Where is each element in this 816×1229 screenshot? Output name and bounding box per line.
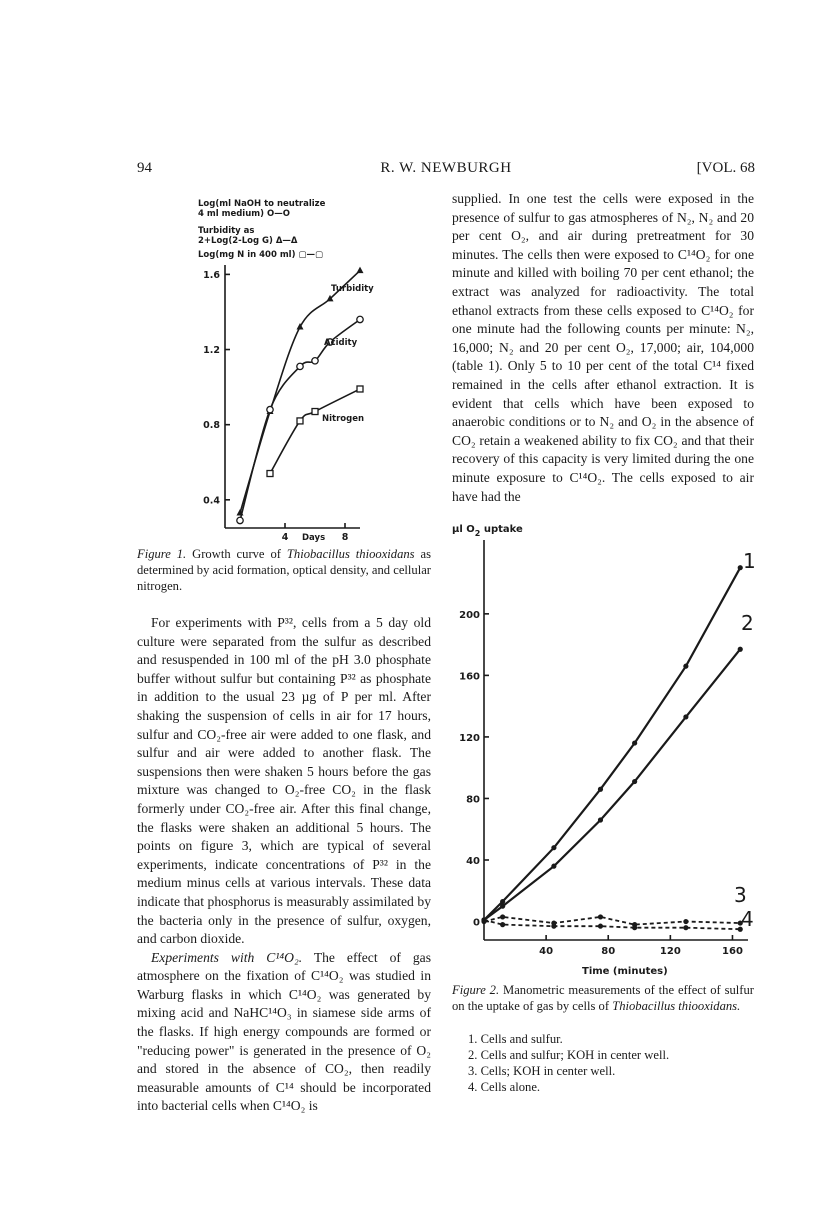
- page-number: 94: [137, 160, 152, 176]
- fig2-point-4: [551, 924, 556, 929]
- fig1-y-tick-label: 1.6: [203, 269, 220, 281]
- fig1-label-nitrogen: Nitrogen: [322, 414, 365, 424]
- figure-2-caption: [452, 983, 754, 1015]
- fig2-x-tick-label: 80: [601, 946, 616, 957]
- fig2-caption-text: Manometric measurements of the effect of sulfur on the uptake of gas by cells of: [452, 983, 754, 1013]
- fig1-legend-line-3: Turbidity as: [198, 226, 255, 236]
- figure-2-chart: [452, 510, 754, 982]
- fig2-point-1: [683, 664, 688, 669]
- fig1-point-acidity: [267, 406, 273, 412]
- fig2-legend-item-1: 1. Cells and sulfur.: [468, 1032, 563, 1046]
- fig1-caption-species: Thiobacillus thiooxidans: [286, 547, 415, 561]
- fig1-x-tick-label: 4: [281, 532, 289, 543]
- fig1-point-acidity: [237, 517, 243, 523]
- fig2-y-tick-label: 120: [459, 732, 480, 744]
- fig1-curve-turbidity: [240, 271, 360, 513]
- fig2-point-2: [632, 779, 637, 784]
- fig1-y-tick-label: 0.4: [203, 495, 220, 507]
- fig1-label-turbidity: Turbidity: [331, 284, 374, 294]
- fig2-point-1: [598, 787, 603, 792]
- fig2-curve-3: [484, 917, 740, 925]
- fig1-point-turbidity: [357, 267, 364, 274]
- fig1-legend-line-5: Log(mg N in 400 ml) ▢—▢: [198, 250, 324, 260]
- fig2-point-1: [551, 845, 556, 850]
- fig2-curve-number-4: 4: [741, 907, 754, 931]
- fig2-x-tick-label: 120: [659, 946, 681, 957]
- fig2-y-tick-label: 40: [466, 856, 480, 867]
- fig2-point-4: [632, 925, 637, 930]
- fig1-point-nitrogen: [357, 386, 363, 392]
- figure-1-caption: [137, 547, 431, 594]
- fig2-y-tick-label: 200: [459, 609, 480, 621]
- fig1-caption-prefix: Figure 1.: [137, 547, 187, 561]
- fig2-point-4: [500, 922, 505, 927]
- paragraph-p32: For experiments with P³², cells from a 5 day old culture were separated from the sulfur as described and resuspended in 100 ml of the pH 3.0 phosphate buffer without sulfur but containing P³² as phosphate in addition to the usual 23 µg of P per ml. After shaking the suspension of cells in air for 17 hours, sulfur and CO₂-free air were added to one flask, and sulfur and air were added to another flask. The suspensions then were shaken 5 hours before the gas mixture was changed to O₂-free CO₂ in the flask formerly under CO₂-free air. After this final change, the flasks were shaken an additional 5 hours. The points on figure 3, which are typical of several experiments, indicate concentrations of P³² in the medium minus cells at various intervals. These data indicate that phosphorus is measurably assimilated by the bacteria only in the presence of sulfur, oxygen, and carbon dioxide.: [137, 615, 431, 947]
- section-heading-c14o2: Experiments with C¹⁴O₂.: [151, 949, 303, 965]
- fig2-legend-item-3: 3. Cells; KOH in center well.: [468, 1064, 616, 1078]
- fig2-point-1: [632, 740, 637, 745]
- fig1-x-tick-label: 8: [341, 532, 349, 543]
- fig1-y-tick-label: 0.8: [203, 420, 220, 432]
- figure-1-chart: [190, 195, 420, 545]
- fig1-label-acidity: Acidity: [324, 338, 358, 348]
- fig1-x-axis-label: Days: [302, 533, 326, 543]
- paragraph-continued: supplied. In one test the cells were exposed in the presence of sulfur to gas atmospheres of N₂, N₂ and 20 per cent O₂, and air during pretreatment for 30 minutes. The cells then were exposed to C¹⁴O₂ for one minute and killed with boiling 70 per cent ethanol; the extract was analyzed for radioactivity. The total ethanol extracts from these cells exposed to C¹⁴O₂ for one minute had the following counts per minute: N₂, 16,000; N₂ and 20 per cent O₂, 17,000; air, 104,000 (table 1). Only 5 to 10 per cent of the total C¹⁴ fixed remained in the cells after ethanol extraction. It is evident that cells which have been exposed to anaerobic conditions or to N₂ and O₂ in the absence of CO₂ retain a weakened ability to fix CO₂ and that their recovery of this capacity is very limited during the one minute exposure to C¹⁴O₂. The cells exposed to air have had the: [452, 191, 754, 504]
- fig1-point-acidity: [297, 363, 303, 369]
- fig1-caption-rest: as determined by acid formation, optical density, and cellular nitrogen.: [137, 547, 432, 593]
- paragraph-c14o2: The effect of gas atmosphere on the fixation of C¹⁴O₂ was studied in Warburg flasks in which C¹⁴O₂ was generated by mixing acid and NaHC¹⁴O₃ in siamese side arms of the flasks. If high energy compounds are formed or "reducing power" is generated in the presence of O₂ and stored in the absence of CO₂, then readily measurable amounts of C¹⁴ should be incorporated into bacterial cells when C¹⁴O₂ is: [137, 949, 431, 1114]
- fig2-curve-number-1: 1: [743, 549, 756, 573]
- fig2-point-2: [598, 817, 603, 822]
- right-column-text: [452, 190, 754, 506]
- fig2-point-2: [551, 864, 556, 869]
- fig2-point-4: [481, 917, 486, 922]
- fig2-caption-species: Thiobacillus thiooxidans.: [612, 998, 741, 1013]
- volume-label: [VOL. 68: [696, 160, 755, 176]
- fig2-legend-item-2: 2. Cells and sulfur; KOH in center well.: [468, 1048, 670, 1062]
- fig2-y-tick-label: 80: [466, 794, 480, 806]
- fig1-legend-line-2: 4 ml medium) O—O: [198, 209, 290, 219]
- fig2-point-3: [500, 914, 505, 919]
- fig1-legend-line-1: Log(ml NaOH to neutralize: [198, 199, 326, 209]
- fig2-point-3: [683, 919, 688, 924]
- fig1-caption-text: Growth curve of: [186, 547, 287, 561]
- fig2-legend-item-4: 4. Cells alone.: [468, 1080, 541, 1094]
- running-author: R. W. NEWBURGH: [380, 160, 512, 176]
- fig1-legend-line-4: 2+Log(2-Log G) Δ—Δ: [198, 236, 298, 246]
- fig2-caption-prefix: Figure 2.: [452, 983, 500, 997]
- fig2-point-2: [683, 714, 688, 719]
- fig1-y-tick-label: 1.2: [203, 345, 220, 357]
- fig2-point-2: [738, 647, 743, 652]
- fig1-point-acidity: [357, 316, 363, 322]
- fig1-point-nitrogen: [297, 418, 303, 424]
- fig1-point-nitrogen: [267, 471, 273, 477]
- left-column-text: [137, 614, 431, 1116]
- fig1-point-acidity: [312, 358, 318, 364]
- fig2-curve-number-2: 2: [741, 611, 754, 635]
- fig2-point-4: [598, 924, 603, 929]
- fig2-y-tick-label: 160: [459, 671, 480, 683]
- running-header: [137, 160, 755, 180]
- fig1-curve-nitrogen: [270, 389, 360, 474]
- figure-2-legend: [468, 1031, 754, 1095]
- fig2-x-tick-label: 40: [539, 946, 554, 957]
- fig2-point-2: [500, 904, 505, 909]
- fig2-point-4: [683, 925, 688, 930]
- fig2-curve-number-3: 3: [734, 883, 747, 907]
- fig2-point-3: [598, 914, 603, 919]
- fig2-curve-1: [484, 568, 740, 920]
- fig2-x-tick-label: 160: [722, 946, 743, 957]
- fig1-point-nitrogen: [312, 409, 318, 415]
- fig2-y-axis-label: µl $O_2$ uptake: [452, 524, 523, 538]
- fig2-x-axis-label: Time (minutes): [582, 966, 668, 977]
- fig2-y-tick-label: 0: [473, 917, 480, 929]
- fig2-point-1: [500, 899, 505, 904]
